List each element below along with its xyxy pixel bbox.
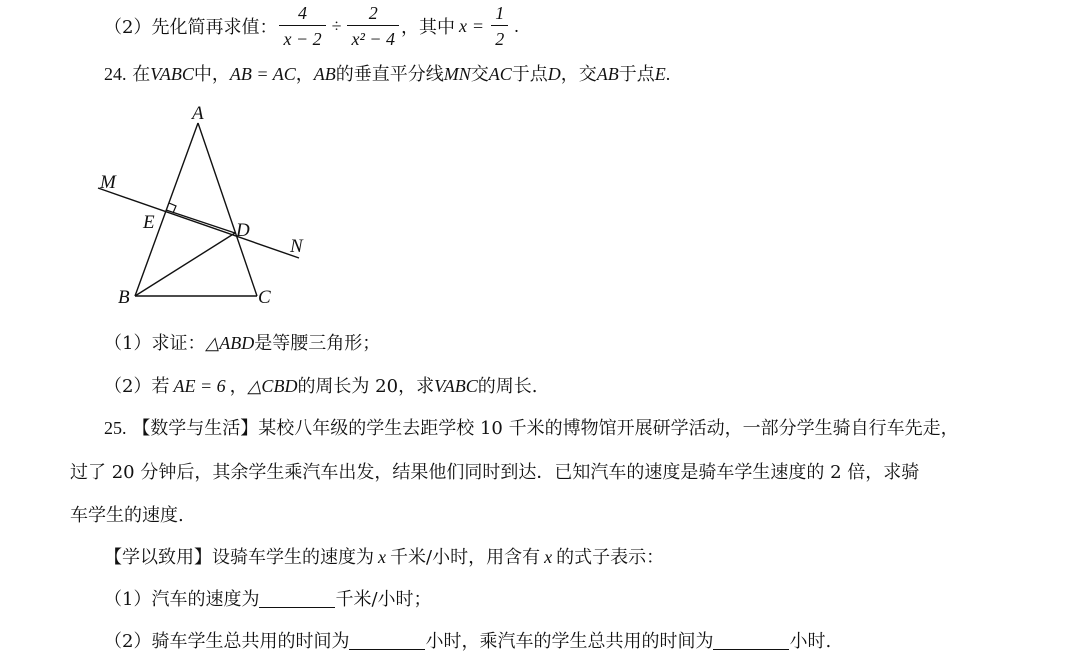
fraction-1-numerator: 4 — [279, 2, 325, 26]
answer-blank-bike-time[interactable] — [349, 631, 425, 650]
q24-part2 — [104, 372, 537, 398]
q24-text: 的垂直平分线 — [335, 64, 444, 85]
condition-prefix: ，其中 — [401, 17, 456, 38]
q25-text-line1: 【数学与生活】某校八年级的学生去距学校 10 千米的博物馆开展研学活动，一部分学生骑自行车先走， — [132, 418, 959, 439]
q24-text: ，交 — [560, 64, 597, 85]
q24-segment-ac: AC — [488, 64, 512, 84]
q25-text-line3: 车学生的速度. — [70, 505, 184, 526]
q25-part1-text: 千米/小时； — [335, 589, 432, 610]
q25-number: 25. — [104, 418, 127, 438]
q24-segment-ab: AB — [313, 64, 336, 84]
fraction-half — [491, 2, 508, 51]
q24-text: ， — [295, 64, 314, 85]
period: . — [514, 15, 519, 36]
label-c: C — [258, 287, 271, 308]
q25-part1 — [104, 585, 432, 611]
fraction-2-denominator: x² − 4 — [351, 28, 396, 49]
variable-x: x — [378, 547, 386, 567]
q24-statement — [104, 60, 670, 86]
q25-part2 — [104, 627, 831, 653]
q23-part2-label: （2）先化简再求值： — [104, 17, 278, 38]
label-b: B — [118, 287, 130, 308]
segment-bd — [135, 233, 235, 296]
q25-line3 — [70, 501, 184, 527]
label-n: N — [290, 236, 303, 257]
q24-part2-text: ， — [229, 376, 248, 397]
q25-line1 — [104, 414, 959, 440]
q25-part1-text: （1）汽车的速度为 — [104, 589, 260, 610]
q24-part1-text: 是等腰三角形； — [254, 333, 381, 354]
q25-part2-text: 小时. — [789, 631, 832, 652]
q24-line-mn: MN — [443, 64, 471, 84]
q24-text: 中， — [193, 64, 230, 85]
q25-part2-text: （2）骑车学生总共用的时间为 — [104, 631, 350, 652]
q24-part2-label: （2）若 — [104, 376, 170, 397]
fraction-2 — [347, 2, 399, 51]
fraction-1 — [279, 2, 325, 51]
division-sign: ÷ — [331, 15, 342, 36]
equals-sign: = — [473, 15, 484, 36]
fraction-1-denominator: x − 2 — [283, 28, 322, 49]
q24-text: 于点 — [618, 64, 655, 85]
q24-text: 在 — [132, 64, 151, 85]
label-d: D — [236, 220, 250, 241]
q25-part2-text: 小时，乘汽车的学生总共用的时间为 — [425, 631, 714, 652]
q25-apply-text: 【学以致用】设骑车学生的速度为 — [104, 547, 374, 568]
q24-part1-label: （1）求证： — [104, 333, 206, 354]
q24-equation: AB = AC — [229, 64, 296, 84]
q24-triangle-abc: VABC — [434, 376, 478, 396]
q25-apply-text: 的式子表示： — [556, 547, 665, 568]
variable-x: x — [459, 15, 468, 36]
period: . — [665, 64, 671, 84]
triangle-figure — [90, 100, 320, 310]
line-mn — [98, 188, 299, 258]
label-a: A — [192, 103, 204, 124]
q24-triangle-abd: △ABD — [205, 333, 255, 353]
q24-part2-text: 的周长. — [477, 376, 538, 397]
q23-part2-line — [104, 0, 519, 52]
q24-point-d: D — [547, 64, 561, 84]
answer-blank-car-time[interactable] — [713, 631, 789, 650]
answer-blank-car-speed[interactable] — [259, 589, 335, 608]
fraction-half-numerator: 1 — [491, 2, 508, 26]
q24-part1 — [104, 329, 380, 355]
label-e: E — [143, 212, 155, 233]
q24-triangle-cbd: △CBD — [247, 376, 298, 396]
fraction-half-denominator: 2 — [495, 28, 505, 49]
q24-segment-ab: AB — [596, 64, 619, 84]
q25-apply — [104, 543, 664, 569]
q24-text: 交 — [470, 64, 489, 85]
q24-number: 24. — [104, 64, 127, 84]
label-m: M — [100, 172, 116, 193]
q25-apply-text: 千米/小时，用含有 — [390, 547, 541, 568]
q25-line2 — [70, 458, 919, 484]
variable-x: x — [544, 547, 553, 567]
q24-text: 于点 — [511, 64, 548, 85]
q24-point-e: E — [654, 64, 666, 84]
fraction-2-numerator: 2 — [347, 2, 399, 26]
q24-part2-text: 的周长为 20，求 — [297, 376, 435, 397]
segment-ed — [166, 210, 235, 233]
q25-text-line2: 过了 20 分钟后，其余学生乘汽车出发，结果他们同时到达．已知汽车的速度是骑车学生速度的 2 倍，求骑 — [70, 462, 920, 483]
q24-ae-equation: AE = 6 — [173, 376, 226, 396]
q24-triangle-abc: VABC — [150, 64, 194, 84]
segment-ac — [198, 123, 257, 296]
